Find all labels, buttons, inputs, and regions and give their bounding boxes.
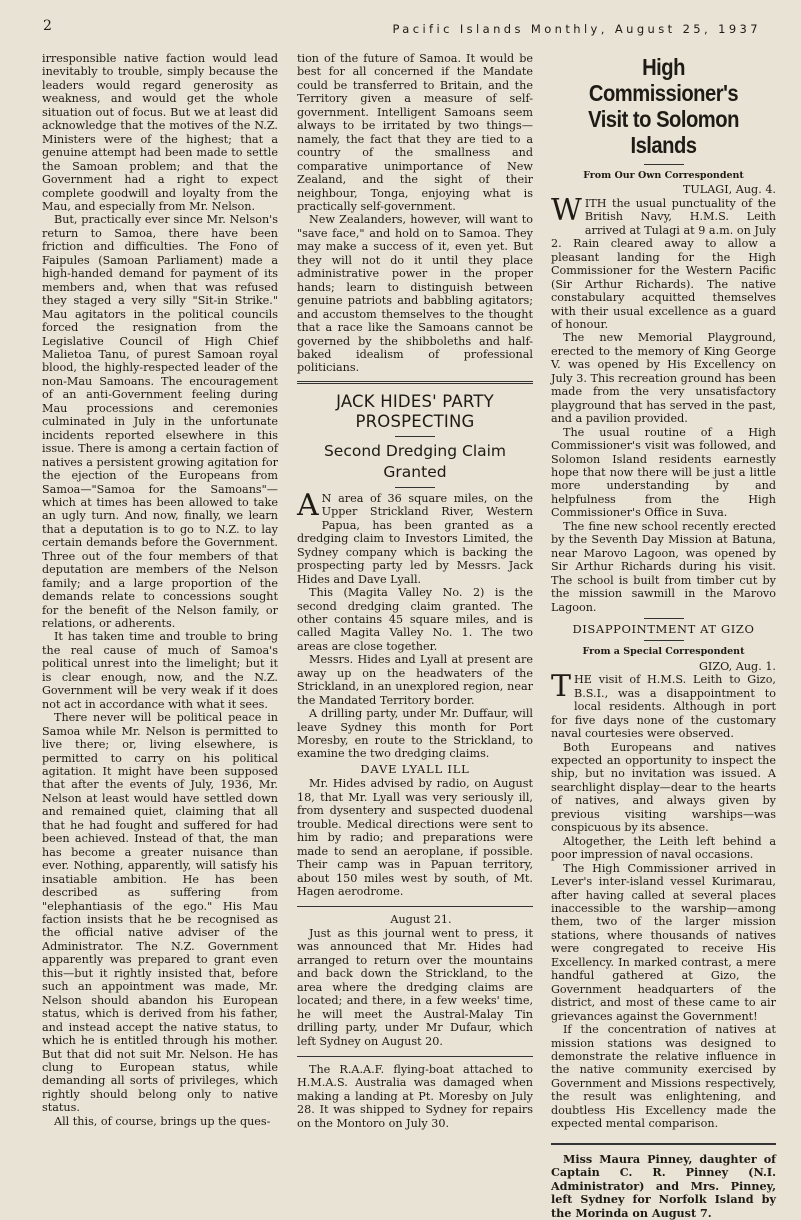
running-head: Pacific Islands Monthly, August 25, 1937 xyxy=(392,22,761,36)
social-note xyxy=(551,1143,776,1220)
paragraph: The new Memorial Playground, erected to the memory of King George V. was opened by His Excellency on July 3. This recreation ground has been made from the very unsatisfactory playground that has served in the past, and a pavilion provided. xyxy=(551,331,776,426)
divider xyxy=(644,618,684,619)
byline: From Our Own Correspondent xyxy=(583,170,744,181)
article-headline: JACK HIDES' PARTY PROSPECTING xyxy=(336,391,494,431)
paragraph: The R.A.A.F. flying-boat attached to H.M.A.S. Australia was damaged when making a landing at Pt. Moresby on July 28. It was shipped to Sydney for repairs on the Montoro on July 30. xyxy=(297,1063,533,1130)
paragraph: Miss Maura Pinney, daughter of Captain C. R. Pinney (N.I. Administrator) and Mrs. Pinney, left Sydney for Norfolk Island by the Morinda on August 7. xyxy=(551,1151,776,1220)
column-2 xyxy=(297,52,533,1130)
paragraph: Both Europeans and natives expected an opportunity to inspect the ship, but no invitation was issued. A searchlight display—dear to the hearts of natives, and always given by previous visiting warships—was conspicuous by its absence. xyxy=(551,740,776,835)
paragraph: THE visit of H.M.S. Leith to Gizo, B.S.I., was a disappointment to local residents. Although in port for five days none of the customary naval courtesies were observed. xyxy=(551,669,776,741)
paragraph: tion of the future of Samoa. It would be best for all concerned if the Mandate could be transferred to Britain, and the Territory given a measure of self-government. Intelligent Samoans seem always to be irritated by two things—namely, the fact that they are tied to a country of the smallness and comparative unimportance of New Zealand, and the sight of their neighbour, Tonga, enjoying what is practically self-government. xyxy=(297,52,533,213)
paragraph: This (Magita Valley No. 2) is the second dredging claim granted. The other contains 45 square miles, and is called Magita Valley No. 1. The two areas are close together. xyxy=(297,586,533,653)
section-headline: DISAPPOINTMENT AT GIZO xyxy=(572,621,755,636)
paragraph: The High Commissioner arrived in Lever's inter-island vessel Kurimarau, after having called at several places inaccessible to the warship—among them, two of the larger mission stations, where thousands of natives were congregated to receive His Excellency. In marked contrast, a mere handful gathered at Gizo, the Government headquarters of the district, and most of these came to air grievances against the Government! xyxy=(551,861,776,1023)
column-3 xyxy=(551,52,776,1220)
subheading: DAVE LYALL ILL xyxy=(360,761,470,776)
drop-cap: A xyxy=(297,487,319,523)
paragraph: New Zealanders, however, will want to "save face," and hold on to Samoa. They may make a success of it, even yet. But they will not do it until they place administrative power in the proper hands; learn to distinguish between genuine patriots and babbling agitators; and accustom themselves to the thought that a race like the Samoans cannot be governed by the shibboleths and half-baked idealism of professional politicians. xyxy=(297,213,533,375)
page-number: 2 xyxy=(43,18,52,34)
paragraph: A N area of 36 square miles, on the Upper Strickland River, Western Papua, has been granted as a dredging claim to Investors Limited, the Sydney company which is backing the prospecting party led by Messrs. Jack Hides and Dave Lyall. xyxy=(297,487,533,586)
dateline: GIZO, Aug. 1. xyxy=(699,659,776,673)
dateline: August 21. xyxy=(390,913,452,927)
divider xyxy=(297,381,533,384)
byline: From a Special Correspondent xyxy=(582,646,745,658)
paragraph: Altogether, the Leith left behind a poor impression of naval occasions. xyxy=(551,834,776,862)
raaf-note xyxy=(297,1056,533,1130)
paragraph: It has taken time and trouble to bring the real cause of much of Samoa's political unrest into the limelight; but it is clear enough, now, and the N.Z. Government will be very weak if it does not act in accordance with what it sees. xyxy=(42,630,278,711)
divider xyxy=(644,164,684,165)
column-1 xyxy=(42,52,278,1128)
paragraph: All this, of course, brings up the ques- xyxy=(54,1114,271,1128)
paragraph: But, practically ever since Mr. Nelson's return to Samoa, there have been friction and difficulties. The Fono of Faipules (Samoan Parliament) made a high-handed demand for payment of its members and, when that was refused they staged a very silly "Sit-in Strike." Mau agitators in the political councils forced the resignation from the Legislative Council of High Chief Malietoa Tanu, of purest Samoan royal blood, the highly-respected leader of the non-Mau Samoans. The encouragement of an anti-Government feeling during Mau processions and ceremonies culminated in July in the unfortunate incidents reported elsewhere in this issue. There is among a certain faction of natives a persistent growing agitation for the ejection of the Europeans from Samoa—"Samoa for the Samoans"—which at times has been allowed to take an ugly turn. And now, finally, we learn that a deputation is to go to N.Z. to lay certain demands before the Government. Three out of the four members of that deputation are members of the Nelson family; and a large proportion of the demands relate to concessions sought for the benefit of the Nelson family, or relations, or adherents. xyxy=(42,213,278,631)
article-headline: High Commissioner's Visit to Solomon Islands xyxy=(588,54,739,158)
dateline: TULAGI, Aug. 4. xyxy=(682,183,776,197)
drop-cap: W xyxy=(551,192,582,228)
divider xyxy=(644,640,684,641)
paragraph: A drilling party, under Mr. Duffaur, will leave Sydney this month for Port Moresby, en route to the Strickland, to examine the two dredging claims. xyxy=(297,707,533,761)
late-news-box xyxy=(297,906,533,1048)
paragraph: Messrs. Hides and Lyall at present are away up on the headwaters of the Strickland, in an unexplored region, near the Mandated Territory border. xyxy=(297,653,533,707)
paragraph: The usual routine of a High Commissioner's visit was followed, and Solomon Island residents earnestly hope that now there will be just a little more understanding by and helpfulness from the High Commissioner's Office in Suva. xyxy=(551,425,776,520)
paragraph: irresponsible native faction would lead inevitably to trouble, simply because the leaders would regard generosity as weakness, and would get the whole situation out of focus. But we at least did acknowledge that the motives of the N.Z. Ministers were of the highest; that a genuine attempt had been made to settle the Samoan problem; and that the Government had a right to expect complete goodwill and loyalty from the Mau, and especially from Mr. Nelson. xyxy=(42,52,278,213)
paragraph: There never will be political peace in Samoa while Mr. Nelson is permitted to live there; or, living elsewhere, is permitted to carry on his political agitation. It might have been supposed that after the events of July, 1936, Mr. Nelson at least would have settled down and remained quiet, claiming that all that he had fought and suffered for had been achieved. Instead of that, the man has become a greater nuisance than ever. Nothing, apparently, will satisfy his insatiable ambition. He has been described as suffering from "elephantiasis of the ego." His Mau faction insists that he be recognised as the official native adviser of the Administrator. The N.Z. Government apparently was prepared to grant even this—but it rightly insisted that, before such an appointment was made, Mr. Nelson should abandon his European status, which is derived from his father, and instead accept the native status, to which he is entitled through his mother. But that did not suit Mr. Nelson. He has clung to European status, while demanding all sorts of privileges, which rightly should belong only to native status. xyxy=(42,711,278,1115)
article-subhead: Second Dredging Claim Granted xyxy=(323,441,507,481)
paragraph: WITH the usual punctuality of the British Navy, H.M.S. Leith arrived at Tulagi at 9 a.m. on July 2. Rain cleared away to allow a pleasant landing for the High Commissioner for the Western Pacific (Sir Arthur Richards). The native constabulary acquitted themselves with their usual excellence as a guard of honour. xyxy=(551,192,776,331)
paragraph: Mr. Hides advised by radio, on August 18, that Mr. Lyall was very seriously ill, from dysentery and suspected duodenal trouble. Medical directions were sent to him by radio; and preparations were made to send an aeroplane, if possible. Their camp was in Papuan territory, about 150 miles west by south, of Mt. Hagen aerodrome. xyxy=(297,777,533,899)
paragraph: If the concentration of natives at mission stations was designed to demonstrate the relative influence in the native community exercised by Government and Missions respectively, the result was enlightening, and doubtless His Excellency made the expected mental comparison. xyxy=(551,1023,776,1131)
paragraph: The fine new school recently erected by the Seventh Day Mission at Batuna, near Marovo Lagoon, was opened by Sir Arthur Richards during his visit. The school is built from timber cut by the mission sawmill in the Marovo Lagoon. xyxy=(551,519,776,614)
drop-cap: T xyxy=(551,669,572,705)
paragraph: Just as this journal went to press, it was announced that Mr. Hides had arranged to return over the mountains and back down the Strickland, to the area where the dredging claims are located; and there, in a few weeks' time, he will meet the Austral-Malay Tin drilling party, under Mr Dufaur, which left Sydney on August 20. xyxy=(297,926,533,1048)
divider xyxy=(395,436,435,437)
divider xyxy=(395,487,435,488)
